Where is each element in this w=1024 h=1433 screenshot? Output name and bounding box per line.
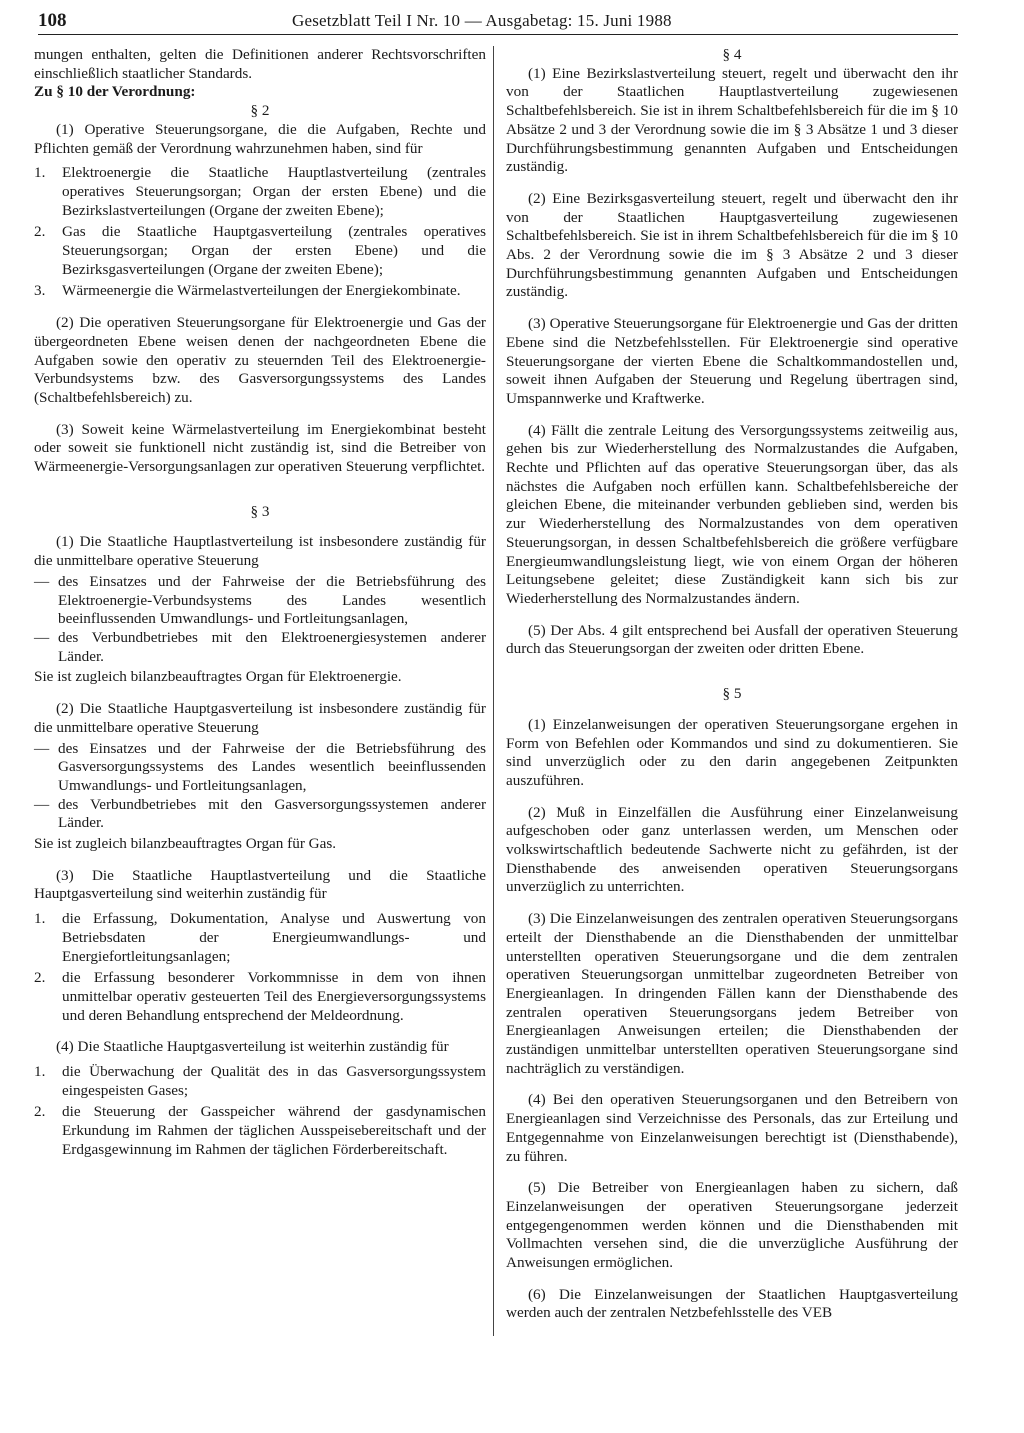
paragraph-5-5: (5) Die Betreiber von Energieanlagen haben zu sichern, daß Einzelanweisungen der operativen Steuerungsorgane jederzeit entgegengenommen werden können und die Diensthabenden mit Vollmachten versehen sind, die die unverzügliche Ausführung der Anweisungen ermöglichen. bbox=[506, 1179, 958, 1272]
list-text: des Einsatzes und der Fahrweise der die Betriebsführung des Elektroenergie-Verbundsystems des Landes wesentlich beeinflussenden Umwandlungs- und Fortleitungsanlagen, bbox=[58, 572, 486, 628]
list-item bbox=[34, 164, 486, 220]
section-title-3: § 3 bbox=[250, 502, 270, 520]
list-text: Gas die Staatliche Hauptgasverteilung (zentrales operatives Steuerungsorgan; Organ der ersten Ebene) und die Bezirksgasverteilungen (Organe der zweiten Ebene); bbox=[62, 223, 486, 278]
page-header bbox=[38, 8, 958, 35]
list-text: die Steuerung der Gasspeicher während der gasdynamischen Erkundung im Rahmen der täglichen Ausspeisebereitschaft und der Erdgasgewinnung im Rahmen der täglichen Förderbereitschaft. bbox=[62, 1103, 486, 1158]
list-text: die Erfassung, Dokumentation, Analyse und Auswertung von Betriebsdaten der Energieumwandlungs- und Energiefortleitungsanlagen; bbox=[62, 910, 486, 965]
list-item bbox=[34, 282, 486, 301]
dash-mark: — bbox=[34, 572, 50, 590]
list-2-1 bbox=[34, 164, 486, 301]
list-text: des Verbundbetriebes mit den Gasversorgungssystemen anderer Länder. bbox=[58, 795, 486, 832]
paragraph-4-2: (2) Eine Bezirksgasverteilung steuert, regelt und überwacht den ihr von der Staatlichen Hauptgasverteilung zugewiesenen Schaltbefehlsbereich. Sie ist in ihrem Schaltbefehlsbereich für die im § 10 Abs. 2 der Verordnung sowie die im § 3 Absätze 2 und 3 dieser Durchführungsbestimmung genannten Aufgaben und Entscheidungen zuständig. bbox=[506, 189, 958, 301]
paragraph-2-1: (1) Operative Steuerungsorgane, die die Aufgaben, Rechte und Pflichten gemäß der Verordnung wahrzunehmen haben, sind für bbox=[34, 120, 486, 157]
list-number: 1. bbox=[34, 1063, 46, 1081]
column-divider bbox=[493, 46, 494, 1336]
paragraph-3-3: (3) Die Staatliche Hauptlastverteilung und die Staatliche Hauptgasverteilung sind weiterhin zuständig für bbox=[34, 866, 486, 903]
list-number: 2. bbox=[34, 1103, 46, 1121]
list-item bbox=[34, 223, 486, 279]
list-text: des Verbundbetriebes mit den Elektroenergiesystemen anderer Länder. bbox=[58, 628, 486, 665]
paragraph-5-6: (6) Die Einzelanweisungen der Staatlichen Hauptgasverteilung werden auch der zentralen Netzbefehlsstelle des VEB bbox=[506, 1285, 958, 1322]
dash-mark: — bbox=[34, 795, 50, 813]
paragraph-3-2-tail: Sie ist zugleich bilanzbeauftragtes Organ für Gas. bbox=[34, 835, 337, 853]
list-item bbox=[34, 969, 486, 1025]
paragraph-3-4: (4) Die Staatliche Hauptgasverteilung ist weiterhin zuständig für bbox=[56, 1038, 449, 1056]
list-text: des Einsatzes und der Fahrweise der die Betriebsführung des Gasversorgungssystems des Landes wesentlich beeinflussenden Umwandlungs- und Fortleitungsanlagen, bbox=[58, 739, 486, 794]
list-number: 2. bbox=[34, 969, 46, 987]
paragraph-2-2: (2) Die operativen Steuerungsorgane für Elektroenergie und Gas der übergeordneten Ebene weisen denen der nachgeordneten Ebene die Aufgaben sowie den operativ zu steuernden Teil des Elektroenergie-Verbundsystems bzw. des Gasversorgungssystems des Landes (Schaltbefehlsbereich) zu. bbox=[34, 314, 486, 406]
list-item bbox=[34, 740, 486, 796]
list-number: 2. bbox=[34, 223, 46, 241]
paragraph-4-4: (4) Fällt die zentrale Leitung des Versorgungssystems zeitweilig aus, gehen bis zur Wiederherstellung des Normalzustandes die Aufgaben, Rechte und Pflichten auf das operative Steuerungsorgan über, das als nächstes die Aufgaben noch erfüllen kann. Schaltbefehlsbereiche der gleichen Ebene, die miteinander verbunden geblieben sind, werden bis zur Wiederherstellung des Normalzustandes von dem operativen Steuerungsorgan, in dessen Schaltbefehlsbereich die größere verfügbare Energieumwandlungsleistung liegt, wie von einem Organ der höheren Leitungsebene geleitet; diese Zuständigkeit kann sich bis zur Wiederherstellung des Normalzustandes ändern. bbox=[506, 421, 958, 607]
list-3-4 bbox=[34, 1063, 486, 1160]
dash-mark: — bbox=[34, 739, 50, 757]
dash-mark: — bbox=[34, 628, 50, 646]
section-subhead: Zu § 10 der Verordnung: bbox=[34, 83, 196, 101]
list-text: Wärmeenergie die Wärmelastverteilungen der Energiekombinate. bbox=[62, 282, 461, 300]
paragraph-2-3: (3) Soweit keine Wärmelastverteilung im Energiekombinat besteht oder soweit sie funktionell nicht zuständig ist, sind die Betreiber von Wärmeenergie-Versorgungsanlagen zur operativen Steuerung verpflichtet. bbox=[34, 420, 486, 476]
paragraph-3-1: (1) Die Staatliche Hauptlastverteilung ist insbesondere zuständig für die unmittelbare operative Steuerung bbox=[34, 533, 486, 570]
list-text: die Erfassung besonderer Vorkommnisse in dem von ihnen unmittelbar operativ gesteuerten Teil des Energieversorgungssystems und deren Behandlung entsprechend der Meldeordnung. bbox=[62, 969, 486, 1024]
list-item bbox=[34, 629, 486, 666]
list-item bbox=[34, 1103, 486, 1159]
list-3-3 bbox=[34, 910, 486, 1025]
paragraph-3-1-tail: Sie ist zugleich bilanzbeauftragtes Organ für Elektroenergie. bbox=[34, 668, 402, 686]
paragraph-3-2: (2) Die Staatliche Hauptgasverteilung ist insbesondere zuständig für die unmittelbare operative Steuerung bbox=[34, 700, 486, 736]
list-item bbox=[34, 573, 486, 629]
paragraph-4-5: (5) Der Abs. 4 gilt entsprechend bei Ausfall der operativen Steuerung durch das Steuerungsorgan der zweiten oder dritten Ebene. bbox=[506, 621, 958, 658]
right-column bbox=[506, 46, 958, 1323]
continuation-paragraph: mungen enthalten, gelten die Definitionen anderer Rechtsvorschriften einschließlich staatlicher Standards. bbox=[34, 46, 486, 82]
running-head: Gesetzblatt Teil I Nr. 10 — Ausgabetag: 15. Juni 1988 bbox=[292, 11, 672, 30]
dash-list-3-2 bbox=[34, 740, 486, 834]
paragraph-4-1: (1) Eine Bezirkslastverteilung steuert, regelt und überwacht den ihr von der Staatlichen Hauptlastverteilung zugewiesenen Schaltbefehlsbereich. Sie ist in ihrem Schaltbefehlsbereich für die im § 10 Absätze 2 und 3 der Verordnung sowie die im § 3 Absätze 1 und 3 dieser Durchführungsbestimmung genannten Aufgaben und Entscheidungen zuständig. bbox=[506, 64, 958, 176]
list-text: Elektroenergie die Staatliche Hauptlastverteilung (zentrales operatives Steuerungsorgan; Organ der ersten Ebene) und die Bezirkslastverteilungen (Organe der zweiten Ebene); bbox=[62, 164, 486, 219]
list-item bbox=[34, 910, 486, 966]
paragraph-5-1: (1) Einzelanweisungen der operativen Steuerungsorgane ergehen in Form von Befehlen oder Kommandos und sind zu dokumentieren. Sie sind unverzüglich oder zu den darin angegebenen Zeitpunkten auszuführen. bbox=[506, 715, 958, 789]
list-item bbox=[34, 796, 486, 833]
section-title-5: § 5 bbox=[722, 685, 742, 703]
section-title-2: § 2 bbox=[250, 102, 270, 120]
list-number: 1. bbox=[34, 910, 46, 928]
left-column bbox=[34, 46, 486, 1163]
dash-list-3-1 bbox=[34, 573, 486, 667]
list-number: 1. bbox=[34, 164, 46, 182]
section-title-4: § 4 bbox=[722, 46, 742, 63]
page-number: 108 bbox=[38, 10, 67, 31]
paragraph-5-4: (4) Bei den operativen Steuerungsorganen und den Betreibern von Energieanlagen sind Verzeichnisse des Personals, das zur Erteilung und Entgegennahme von Einzelanweisungen berechtigt ist (Diensthabende), zu führen. bbox=[506, 1091, 958, 1165]
list-text: die Überwachung der Qualität des in das Gasversorgungssystem eingespeisten Gases; bbox=[62, 1063, 486, 1099]
paragraph-5-3: (3) Die Einzelanweisungen des zentralen operativen Steuerungsorgans erteilt der Diensthabende an die Diensthabenden der unmittelbar unterstellten operativen Steuerungsorgane und die dem zentralen operativen Steuerungsorgan unmittelbar zugeordneten Betreiber von Energieanlagen. In dringenden Fällen kann der Diensthabende des zentralen operativen Steuerungsorgans jedem Betreiber von Energieanlagen Anweisungen erteilen; die Diensthabenden der zuständigen unmittelbar unterstellten operativen Steuerungsorgane sind nachträglich zu verständigen. bbox=[506, 910, 958, 1077]
paragraph-5-2: (2) Muß in Einzelfällen die Ausführung einer Einzelanweisung aufgeschoben oder ganz unterlassen werden, um Menschen oder volkswirtschaftlich bedeutende Sachwerte nicht zu gefährden, ist der Diensthabende des anweisenden operativen Steuerungsorgans unverzüglich zu unterrichten. bbox=[506, 803, 958, 896]
paragraph-4-3: (3) Operative Steuerungsorgane für Elektroenergie und Gas der dritten Ebene sind die Netzbefehlsstellen. Für Elektroenergie sind operative Steuerungsorgane der vierten Ebene die Schaltkommandostellen und, soweit ihnen Aufgaben der Steuerung und Regelung übertragen sind, Umspannwerke und Kraftwerke. bbox=[506, 315, 958, 407]
list-number: 3. bbox=[34, 282, 46, 300]
list-item bbox=[34, 1063, 486, 1100]
